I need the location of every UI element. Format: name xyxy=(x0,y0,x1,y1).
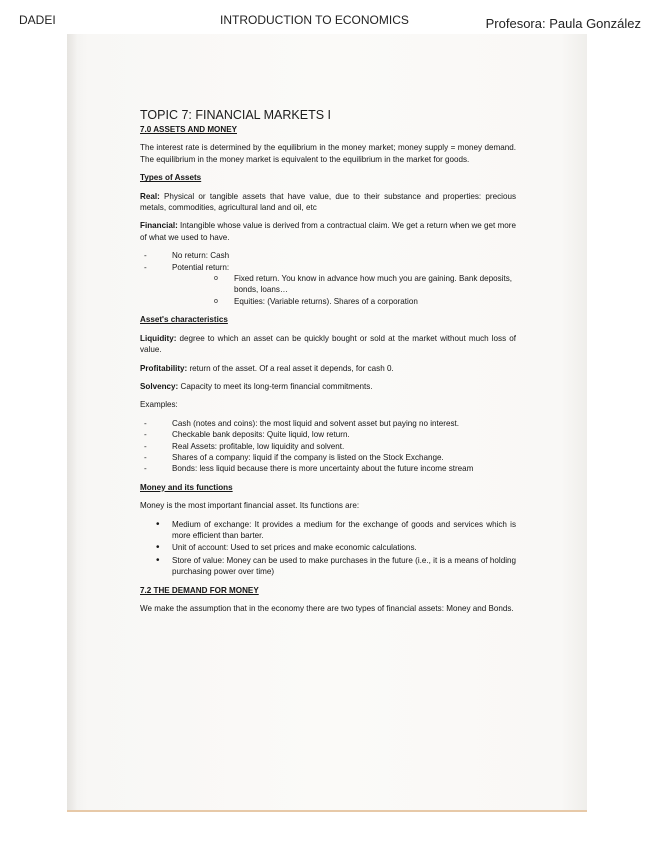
profitability-term: Profitability: xyxy=(140,363,188,373)
list-item: • Store of value: Money can be used to make purchases in the future (i.e., it is a means of holding purchasing power over time) xyxy=(140,555,516,578)
types-of-assets-heading: Types of Assets xyxy=(140,173,202,183)
potential-return-list xyxy=(172,273,516,307)
list-item: - Shares of a company: liquid if the company is listed on the Stock Exchange. xyxy=(140,452,516,463)
list-item: o Equities: (Variable returns). Shares of a corporation xyxy=(172,296,516,307)
return-list xyxy=(140,250,516,307)
list-item-label: Potential return: xyxy=(172,262,230,272)
scanned-page xyxy=(67,34,587,812)
solvency-definition: Capacity to meet its long-term financial commitments. xyxy=(178,381,373,391)
list-item: - No return: Cash xyxy=(140,250,516,261)
intro-paragraph: The interest rate is determined by the equilibrium in the money market; money supply = money demand. The equilibrium in the money market is equivalent to the equilibrium in the market for goods. xyxy=(140,143,516,164)
money-functions-heading: Money and its functions xyxy=(140,482,233,492)
list-item: - Bonds: less liquid because there is more uncertainty about the future income stream xyxy=(140,463,516,474)
solvency-paragraph xyxy=(140,381,516,392)
document-body xyxy=(140,108,516,621)
list-item xyxy=(140,262,516,308)
list-item: • Unit of account: Used to set prices and make economic calculations. xyxy=(140,542,516,553)
real-assets-paragraph xyxy=(140,191,516,214)
examples-list xyxy=(140,418,516,475)
asset-characteristics-heading: Asset's characteristics xyxy=(140,315,228,325)
section-title-demand-money: 7.2 THE DEMAND FOR MONEY xyxy=(140,585,259,595)
list-item: - Checkable bank deposits: Quite liquid, low return. xyxy=(140,429,516,440)
money-intro-paragraph: Money is the most important financial asset. Its functions are: xyxy=(140,501,360,511)
section-title-assets-money: 7.0 ASSETS AND MONEY xyxy=(140,125,237,134)
list-item: • Medium of exchange: It provides a medium for the exchange of goods and services which is more efficient than barter. xyxy=(140,519,516,542)
list-item: - Cash (notes and coins): the most liquid and solvent asset but paying no interest. xyxy=(140,418,516,429)
profitability-definition: return of the asset. Of a real asset it depends, for cash 0. xyxy=(187,363,394,373)
profitability-paragraph xyxy=(140,363,516,374)
real-term: Real: xyxy=(140,191,160,201)
liquidity-term: Liquidity: xyxy=(140,333,177,343)
header-institution: DADEI xyxy=(19,13,56,27)
money-functions-list xyxy=(140,519,516,578)
list-item: o Fixed return. You know in advance how much you are gaining. Bank deposits, bonds, loans… xyxy=(172,273,516,296)
liquidity-paragraph xyxy=(140,333,516,356)
solvency-term: Solvency: xyxy=(140,381,179,391)
real-definition: Physical or tangible assets that have value, due to their substance and properties: precious metals, commodities, agricultural land and oil, etc xyxy=(140,191,516,213)
topic-title: TOPIC 7: FINANCIAL MARKETS I xyxy=(140,108,332,122)
liquidity-definition: degree to which an asset can be quickly bought or sold at the market without much loss of value. xyxy=(140,333,516,355)
list-item: - Real Assets: profitable, low liquidity and solvent. xyxy=(140,441,516,452)
header-course-title: INTRODUCTION TO ECONOMICS xyxy=(220,13,409,27)
header-professor: Profesora: Paula González xyxy=(485,16,641,31)
financial-definition: Intangible whose value is derived from a contractual claim. We get a return when we get more of what we used to have. xyxy=(140,221,516,242)
scan-shadow-edge xyxy=(67,34,77,810)
financial-assets-paragraph xyxy=(140,220,516,243)
demand-paragraph: We make the assumption that in the economy there are two types of financial assets: Money and Bonds. xyxy=(140,604,514,613)
examples-label: Examples: xyxy=(140,400,178,410)
financial-term: Financial: xyxy=(140,221,178,231)
